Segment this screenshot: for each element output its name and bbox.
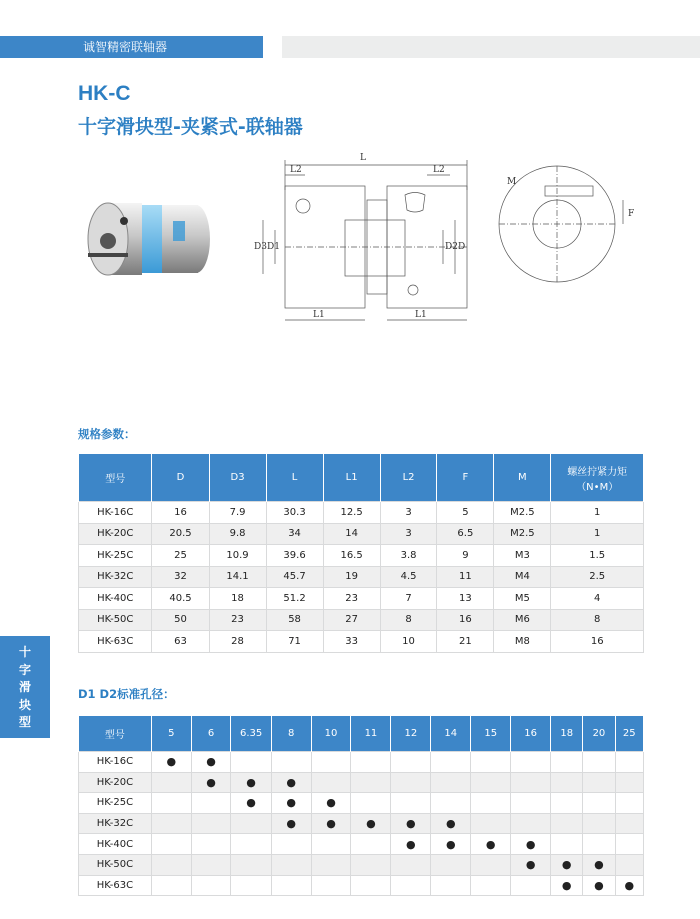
bore-cell: [615, 834, 643, 855]
bore-cell: [551, 793, 583, 814]
bore-cell: [231, 854, 271, 875]
table-row: [79, 834, 644, 855]
bore-cell: ●: [231, 772, 271, 793]
bore-cell: [551, 834, 583, 855]
spec-cell: 11: [437, 566, 494, 588]
spec-cell: 10.9: [209, 545, 266, 567]
bore-cell: [471, 813, 511, 834]
dim-L1-left: L1: [313, 310, 325, 320]
spec-header-cell: L2: [380, 454, 437, 502]
bore-cell: [311, 772, 351, 793]
spec-header-cell: L: [266, 454, 323, 502]
bore-cell: ●: [431, 813, 471, 834]
bore-header-cell: 14: [431, 716, 471, 752]
bore-cell: [615, 854, 643, 875]
spec-cell: 39.6: [266, 545, 323, 567]
header-bar-gray: [282, 36, 700, 58]
bore-cell: ●: [311, 793, 351, 814]
bore-cell: [551, 772, 583, 793]
spec-header-cell: 型号: [79, 454, 152, 502]
bore-header-cell: 5: [151, 716, 191, 752]
dim-F: F: [628, 209, 635, 219]
dim-L2-right: L2: [433, 165, 445, 175]
side-tab: [0, 636, 50, 738]
spec-cell: 19: [323, 566, 380, 588]
spec-cell: 20.5: [152, 523, 209, 545]
bore-cell: ●: [391, 834, 431, 855]
bore-cell: [191, 834, 231, 855]
spec-cell: 4.5: [380, 566, 437, 588]
bore-cell: [271, 854, 311, 875]
bore-cell: [351, 752, 391, 773]
side-tab-label: 十字滑块型: [18, 645, 31, 729]
spec-header-cell: L1: [323, 454, 380, 502]
spec-cell: 7: [380, 588, 437, 610]
bore-cell: [511, 793, 551, 814]
bore-cell: ●: [615, 875, 643, 896]
bore-cell: HK-40C: [79, 834, 152, 855]
spec-cell: 58: [266, 609, 323, 631]
bore-cell: [431, 772, 471, 793]
bore-cell: [431, 854, 471, 875]
bore-cell: [311, 875, 351, 896]
spec-cell: HK-25C: [79, 545, 152, 567]
spec-cell: 6.5: [437, 523, 494, 545]
spec-cell: 25: [152, 545, 209, 567]
bore-cell: ●: [471, 834, 511, 855]
spec-cell: 7.9: [209, 502, 266, 524]
spec-cell: 28: [209, 631, 266, 653]
bore-header-cell: 6: [191, 716, 231, 752]
bore-cell: HK-63C: [79, 875, 152, 896]
table-row: [79, 875, 644, 896]
bore-cell: [615, 813, 643, 834]
spec-cell: 33: [323, 631, 380, 653]
spec-cell: HK-50C: [79, 609, 152, 631]
bore-cell: [151, 854, 191, 875]
bore-cell: HK-25C: [79, 793, 152, 814]
spec-cell: 18: [209, 588, 266, 610]
spec-cell: M2.5: [494, 523, 551, 545]
table-row: [79, 502, 644, 524]
bore-cell: ●: [271, 813, 311, 834]
bore-header-cell: 15: [471, 716, 511, 752]
spec-cell: 32: [152, 566, 209, 588]
spec-cell: 10: [380, 631, 437, 653]
spec-cell: 12.5: [323, 502, 380, 524]
bore-cell: [151, 772, 191, 793]
spec-cell: 16.5: [323, 545, 380, 567]
spec-cell: 14.1: [209, 566, 266, 588]
bore-cell: ●: [191, 772, 231, 793]
bore-cell: [271, 875, 311, 896]
bore-cell: [151, 834, 191, 855]
spec-cell: 2.5: [551, 566, 644, 588]
bore-cell: [471, 772, 511, 793]
bore-section-title: D1 D2标准孔径：: [78, 687, 175, 701]
spec-cell: 34: [266, 523, 323, 545]
bore-cell: HK-50C: [79, 854, 152, 875]
bore-cell: [511, 752, 551, 773]
spec-cell: M3: [494, 545, 551, 567]
spec-header-cell: M: [494, 454, 551, 502]
spec-cell: HK-40C: [79, 588, 152, 610]
dim-L1-right: L1: [415, 310, 427, 320]
bore-cell: [391, 752, 431, 773]
spec-cell: 45.7: [266, 566, 323, 588]
bore-cell: [351, 854, 391, 875]
spec-header-cell: F: [437, 454, 494, 502]
spec-cell: 16: [551, 631, 644, 653]
bore-cell: [391, 854, 431, 875]
bore-table: [78, 716, 644, 896]
spec-cell: 3.8: [380, 545, 437, 567]
table-row: [79, 566, 644, 588]
bore-cell: ●: [151, 752, 191, 773]
table-row: [79, 545, 644, 567]
spec-cell: 4: [551, 588, 644, 610]
table-row: [79, 631, 644, 653]
product-name: 十字滑块型-夹紧式-联轴器: [78, 116, 303, 138]
bore-cell: ●: [271, 793, 311, 814]
bore-cell: [351, 834, 391, 855]
bore-cell: [431, 793, 471, 814]
bore-cell: [431, 752, 471, 773]
bore-cell: [471, 875, 511, 896]
spec-cell: 8: [551, 609, 644, 631]
bore-cell: [351, 793, 391, 814]
bore-header-cell: 10: [311, 716, 351, 752]
dim-D: D: [458, 242, 466, 252]
bore-header-cell: 20: [583, 716, 615, 752]
header-bar: [0, 36, 263, 58]
bore-header-cell: 12: [391, 716, 431, 752]
bore-header-cell: 6.35: [231, 716, 271, 752]
bore-cell: [583, 813, 615, 834]
bore-cell: [551, 813, 583, 834]
bore-header-cell: 型号: [79, 716, 152, 752]
bore-cell: [191, 875, 231, 896]
spec-cell: 14: [323, 523, 380, 545]
bore-cell: [511, 813, 551, 834]
bore-cell: [471, 854, 511, 875]
bore-cell: HK-20C: [79, 772, 152, 793]
spec-header-cell: 螺丝拧紧力矩 （N•M）: [551, 454, 644, 502]
bore-header-cell: 11: [351, 716, 391, 752]
bore-cell: ●: [583, 854, 615, 875]
bore-cell: [151, 813, 191, 834]
spec-cell: 9.8: [209, 523, 266, 545]
bore-cell: [271, 752, 311, 773]
product-photo: [78, 191, 214, 293]
bore-cell: [583, 772, 615, 793]
spec-cell: HK-63C: [79, 631, 152, 653]
table-row: [79, 813, 644, 834]
spec-cell: M2.5: [494, 502, 551, 524]
dim-M: M: [507, 177, 517, 187]
spec-cell: 51.2: [266, 588, 323, 610]
dim-L2-left: L2: [290, 165, 302, 175]
spec-cell: 1: [551, 502, 644, 524]
bore-cell: [615, 793, 643, 814]
bore-cell: ●: [271, 772, 311, 793]
bore-cell: [583, 834, 615, 855]
spec-cell: 40.5: [152, 588, 209, 610]
bore-cell: [151, 793, 191, 814]
spec-cell: 16: [152, 502, 209, 524]
bore-cell: ●: [511, 834, 551, 855]
table-row: [79, 772, 644, 793]
spec-cell: HK-16C: [79, 502, 152, 524]
brand-label: 诚智精密联轴器: [83, 40, 168, 54]
spec-cell: 71: [266, 631, 323, 653]
bore-cell: [391, 793, 431, 814]
table-row: [79, 523, 644, 545]
spec-cell: HK-20C: [79, 523, 152, 545]
bore-cell: [351, 875, 391, 896]
spec-cell: 63: [152, 631, 209, 653]
bore-cell: [191, 813, 231, 834]
spec-cell: 23: [323, 588, 380, 610]
bore-cell: [551, 752, 583, 773]
bore-cell: [471, 793, 511, 814]
spec-cell: 1: [551, 523, 644, 545]
spec-header-cell: D: [152, 454, 209, 502]
spec-cell: 13: [437, 588, 494, 610]
bore-cell: [391, 875, 431, 896]
product-model: HK-C: [78, 82, 131, 105]
spec-table: [78, 454, 644, 653]
spec-cell: 30.3: [266, 502, 323, 524]
bore-cell: [231, 752, 271, 773]
bore-cell: [191, 854, 231, 875]
bore-cell: [311, 752, 351, 773]
bore-cell: [351, 772, 391, 793]
bore-header-cell: 8: [271, 716, 311, 752]
spec-cell: 5: [437, 502, 494, 524]
bore-cell: [431, 875, 471, 896]
bore-cell: [151, 875, 191, 896]
bore-cell: [583, 793, 615, 814]
bore-cell: [615, 752, 643, 773]
bore-cell: ●: [231, 793, 271, 814]
bore-cell: [231, 834, 271, 855]
bore-cell: [471, 752, 511, 773]
bore-cell: ●: [551, 875, 583, 896]
bore-cell: [231, 813, 271, 834]
spec-cell: 27: [323, 609, 380, 631]
bore-cell: HK-16C: [79, 752, 152, 773]
table-row: [79, 854, 644, 875]
spec-section-title: 规格参数：: [78, 427, 136, 441]
spec-cell: 3: [380, 502, 437, 524]
bore-cell: ●: [431, 834, 471, 855]
spec-cell: 3: [380, 523, 437, 545]
bore-header-cell: 16: [511, 716, 551, 752]
bore-header-cell: 18: [551, 716, 583, 752]
spec-cell: 50: [152, 609, 209, 631]
bore-cell: ●: [551, 854, 583, 875]
technical-drawing: [245, 150, 665, 330]
bore-cell: [231, 875, 271, 896]
dim-L: L: [360, 153, 366, 163]
bore-cell: HK-32C: [79, 813, 152, 834]
bore-cell: [311, 834, 351, 855]
bore-cell: ●: [583, 875, 615, 896]
bore-cell: ●: [511, 854, 551, 875]
bore-cell: [311, 854, 351, 875]
spec-cell: 16: [437, 609, 494, 631]
spec-cell: M5: [494, 588, 551, 610]
dim-D3: D3: [254, 242, 267, 252]
spec-cell: 21: [437, 631, 494, 653]
bore-cell: [391, 772, 431, 793]
spec-cell: 8: [380, 609, 437, 631]
bore-header-cell: 25: [615, 716, 643, 752]
spec-cell: 9: [437, 545, 494, 567]
spec-cell: M6: [494, 609, 551, 631]
bore-cell: [511, 875, 551, 896]
spec-cell: 1.5: [551, 545, 644, 567]
spec-cell: HK-32C: [79, 566, 152, 588]
bore-cell: [191, 793, 231, 814]
spec-header-cell: D3: [209, 454, 266, 502]
dim-D1: D1: [267, 242, 280, 252]
spec-cell: 23: [209, 609, 266, 631]
bore-cell: ●: [191, 752, 231, 773]
table-row: [79, 752, 644, 773]
bore-cell: [583, 752, 615, 773]
bore-cell: ●: [311, 813, 351, 834]
table-row: [79, 588, 644, 610]
bore-cell: ●: [351, 813, 391, 834]
dim-D2: D2: [445, 242, 458, 252]
bore-cell: [511, 772, 551, 793]
spec-cell: M8: [494, 631, 551, 653]
table-row: [79, 793, 644, 814]
bore-cell: ●: [391, 813, 431, 834]
table-row: [79, 609, 644, 631]
bore-cell: [271, 834, 311, 855]
spec-cell: M4: [494, 566, 551, 588]
bore-cell: [615, 772, 643, 793]
